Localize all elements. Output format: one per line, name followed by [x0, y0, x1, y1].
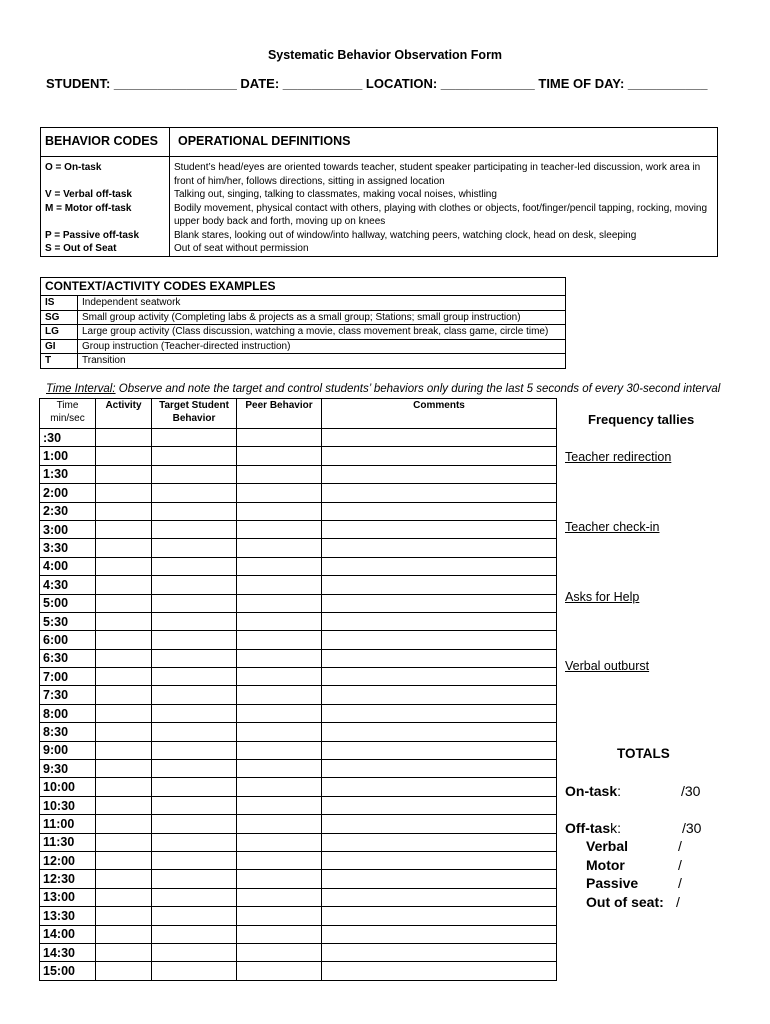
- activity-cell[interactable]: [96, 778, 152, 796]
- comments-cell[interactable]: [322, 907, 557, 925]
- column-header-time: Time min/sec: [40, 399, 96, 429]
- behavior-definition: Bodily movement, physical contact with others, playing with clothes or objects, foot/finger/pencil tapping, rocking, moving upper body back and forth, moving up on knees: [170, 202, 718, 229]
- time-interval-label: Time Interval:: [46, 383, 116, 395]
- comments-cell[interactable]: [322, 760, 557, 778]
- off-task-total: [565, 820, 621, 836]
- behavior-code: V = Verbal off-task: [41, 188, 170, 202]
- off-task-value: /30: [682, 820, 702, 836]
- comments-cell[interactable]: [322, 796, 557, 814]
- interval-time: 6:00: [40, 631, 96, 649]
- peer-behavior-cell[interactable]: [237, 686, 322, 704]
- activity-cell[interactable]: [96, 760, 152, 778]
- observation-row: [40, 631, 557, 649]
- activity-cell[interactable]: [96, 870, 152, 888]
- time-interval-text: Observe and note the target and control students’ behaviors only during the last 5 seconds of every 30-second interval: [115, 383, 721, 395]
- totals-title: TOTALS: [617, 746, 670, 761]
- observation-row: [40, 649, 557, 667]
- target-behavior-cell[interactable]: [152, 870, 237, 888]
- target-behavior-cell[interactable]: [152, 723, 237, 741]
- tally-teacher-check-in: Teacher check-in: [565, 520, 660, 534]
- comments-cell[interactable]: [322, 851, 557, 869]
- observation-row: [40, 723, 557, 741]
- comments-cell[interactable]: [322, 631, 557, 649]
- peer-behavior-cell[interactable]: [237, 502, 322, 520]
- motor-total-value: /: [678, 857, 682, 873]
- activity-cell[interactable]: [96, 833, 152, 851]
- observation-row: [40, 557, 557, 575]
- target-behavior-cell[interactable]: [152, 612, 237, 630]
- peer-behavior-cell[interactable]: [237, 668, 322, 686]
- student-info-line: STUDENT: _________________ DATE: ___________ LOCATION: _____________ TIME OF DAY: ___________: [46, 76, 708, 91]
- interval-time: 14:00: [40, 925, 96, 943]
- target-behavior-cell[interactable]: [152, 778, 237, 796]
- behavior-definition: Out of seat without permission: [170, 242, 718, 256]
- peer-behavior-cell[interactable]: [237, 778, 322, 796]
- passive-total-label: Passive: [586, 875, 639, 891]
- activity-cell[interactable]: [96, 576, 152, 594]
- comments-cell[interactable]: [322, 943, 557, 961]
- target-behavior-cell[interactable]: [152, 502, 237, 520]
- target-behavior-cell[interactable]: [152, 520, 237, 538]
- target-behavior-cell[interactable]: [152, 962, 237, 980]
- observation-row: [40, 741, 557, 759]
- observation-row: [40, 943, 557, 961]
- target-behavior-cell[interactable]: [152, 631, 237, 649]
- context-code: LG: [41, 325, 78, 340]
- observation-row: [40, 686, 557, 704]
- context-code: IS: [41, 296, 78, 311]
- activity-cell[interactable]: [96, 557, 152, 575]
- target-behavior-cell[interactable]: [152, 668, 237, 686]
- behavior-codes-table: [40, 127, 718, 257]
- comments-cell[interactable]: [322, 778, 557, 796]
- activity-cell[interactable]: [96, 668, 152, 686]
- peer-behavior-cell[interactable]: [237, 520, 322, 538]
- tally-teacher-redirection: Teacher redirection: [565, 450, 672, 464]
- target-behavior-cell[interactable]: [152, 576, 237, 594]
- interval-time: 7:30: [40, 686, 96, 704]
- peer-behavior-cell[interactable]: [237, 925, 322, 943]
- on-task-colon: :: [617, 783, 622, 799]
- out-of-seat-total-label: Out of seat:: [586, 894, 664, 910]
- target-behavior-cell[interactable]: [152, 943, 237, 961]
- activity-cell[interactable]: [96, 520, 152, 538]
- observation-row: [40, 612, 557, 630]
- comments-cell[interactable]: [322, 557, 557, 575]
- activity-cell[interactable]: [96, 723, 152, 741]
- observation-row: [40, 594, 557, 612]
- activity-cell[interactable]: [96, 851, 152, 869]
- activity-cell[interactable]: [96, 649, 152, 667]
- comments-cell[interactable]: [322, 741, 557, 759]
- activity-cell[interactable]: [96, 594, 152, 612]
- activity-cell[interactable]: [96, 925, 152, 943]
- interval-time: 4:00: [40, 557, 96, 575]
- target-behavior-cell[interactable]: [152, 447, 237, 465]
- observation-row: [40, 851, 557, 869]
- peer-behavior-cell[interactable]: [237, 815, 322, 833]
- behavior-definition: Student’s head/eyes are oriented towards teacher, student speaker participating in teacher-led discussion, work area in front of him/her, follows directions, sitting in assigned location: [170, 157, 718, 189]
- target-behavior-cell[interactable]: [152, 594, 237, 612]
- interval-time: 13:00: [40, 888, 96, 906]
- peer-behavior-cell[interactable]: [237, 851, 322, 869]
- peer-behavior-cell[interactable]: [237, 907, 322, 925]
- verbal-total-value: /: [678, 838, 682, 854]
- comments-cell[interactable]: [322, 668, 557, 686]
- interval-time: 8:00: [40, 704, 96, 722]
- comments-cell[interactable]: [322, 520, 557, 538]
- behavior-code: M = Motor off-task: [41, 202, 170, 229]
- tally-asks-for-help: Asks for Help: [565, 590, 640, 604]
- target-behavior-cell[interactable]: [152, 704, 237, 722]
- interval-time: 14:30: [40, 943, 96, 961]
- observation-row: [40, 870, 557, 888]
- behavior-code: S = Out of Seat: [41, 242, 170, 256]
- peer-behavior-cell[interactable]: [237, 723, 322, 741]
- comments-cell[interactable]: [322, 594, 557, 612]
- tally-verbal-outburst: Verbal outburst: [565, 659, 650, 673]
- observation-row: [40, 760, 557, 778]
- frequency-tallies-title: Frequency tallies: [588, 412, 695, 427]
- off-task-label-end: k:: [610, 820, 622, 836]
- target-behavior-cell[interactable]: [152, 649, 237, 667]
- context-description: Large group activity (Class discussion, watching a movie, class movement break, class game, circle time): [78, 325, 566, 340]
- comments-cell[interactable]: [322, 962, 557, 980]
- observation-row: [40, 778, 557, 796]
- operational-definitions-header: OPERATIONAL DEFINITIONS: [170, 128, 718, 157]
- interval-time: 4:30: [40, 576, 96, 594]
- peer-behavior-cell[interactable]: [237, 612, 322, 630]
- interval-time: 7:00: [40, 668, 96, 686]
- on-task-total: [565, 783, 621, 799]
- interval-time: 12:30: [40, 870, 96, 888]
- activity-cell[interactable]: [96, 962, 152, 980]
- observation-row: [40, 796, 557, 814]
- observation-row: [40, 447, 557, 465]
- activity-cell[interactable]: [96, 796, 152, 814]
- context-description: Small group activity (Completing labs & projects as a small group; Stations; small group instruction): [78, 310, 566, 325]
- interval-time: 1:00: [40, 447, 96, 465]
- target-behavior-cell[interactable]: [152, 484, 237, 502]
- target-behavior-cell[interactable]: [152, 833, 237, 851]
- context-code: T: [41, 354, 78, 369]
- activity-cell[interactable]: [96, 686, 152, 704]
- peer-behavior-cell[interactable]: [237, 631, 322, 649]
- interval-time: 9:00: [40, 741, 96, 759]
- activity-cell[interactable]: [96, 447, 152, 465]
- activity-cell[interactable]: [96, 741, 152, 759]
- target-behavior-cell[interactable]: [152, 925, 237, 943]
- verbal-total-label: Verbal: [586, 838, 629, 854]
- peer-behavior-cell[interactable]: [237, 760, 322, 778]
- column-header-peer-behavior: Peer Behavior: [237, 399, 322, 429]
- interval-time: 15:00: [40, 962, 96, 980]
- interval-time: :30: [40, 429, 96, 447]
- column-header-comments: Comments: [322, 399, 557, 429]
- behavior-definition: Talking out, singing, talking to classmates, making vocal noises, whistling: [170, 188, 718, 202]
- passive-total-value: /: [678, 875, 682, 891]
- off-task-label: Off-tas: [565, 820, 611, 836]
- target-behavior-cell[interactable]: [152, 815, 237, 833]
- activity-cell[interactable]: [96, 612, 152, 630]
- interval-time: 12:00: [40, 851, 96, 869]
- observation-row: [40, 484, 557, 502]
- activity-cell[interactable]: [96, 429, 152, 447]
- interval-time: 11:00: [40, 815, 96, 833]
- peer-behavior-cell[interactable]: [237, 649, 322, 667]
- peer-behavior-cell[interactable]: [237, 429, 322, 447]
- column-header-target-behavior: Target Student Behavior: [152, 399, 237, 429]
- context-code: GI: [41, 339, 78, 354]
- observation-row: [40, 925, 557, 943]
- out-of-seat-total-value: /: [676, 894, 680, 910]
- observation-row: [40, 539, 557, 557]
- activity-cell[interactable]: [96, 943, 152, 961]
- comments-cell[interactable]: [322, 723, 557, 741]
- peer-behavior-cell[interactable]: [237, 576, 322, 594]
- observation-row: [40, 815, 557, 833]
- activity-cell[interactable]: [96, 815, 152, 833]
- peer-behavior-cell[interactable]: [237, 870, 322, 888]
- observation-row: [40, 668, 557, 686]
- interval-time: 5:30: [40, 612, 96, 630]
- activity-cell[interactable]: [96, 539, 152, 557]
- comments-cell[interactable]: [322, 429, 557, 447]
- interval-time: 3:00: [40, 520, 96, 538]
- target-behavior-cell[interactable]: [152, 539, 237, 557]
- interval-time: 10:30: [40, 796, 96, 814]
- comments-cell[interactable]: [322, 686, 557, 704]
- interval-time: 10:00: [40, 778, 96, 796]
- on-task-label: On-task: [565, 783, 618, 799]
- peer-behavior-cell[interactable]: [237, 539, 322, 557]
- comments-cell[interactable]: [322, 870, 557, 888]
- observation-row: [40, 907, 557, 925]
- observation-row: [40, 502, 557, 520]
- peer-behavior-cell[interactable]: [237, 704, 322, 722]
- peer-behavior-cell[interactable]: [237, 962, 322, 980]
- target-behavior-cell[interactable]: [152, 557, 237, 575]
- interval-time: 2:00: [40, 484, 96, 502]
- comments-cell[interactable]: [322, 484, 557, 502]
- activity-cell[interactable]: [96, 704, 152, 722]
- observation-grid: [39, 398, 557, 981]
- comments-cell[interactable]: [322, 465, 557, 483]
- interval-time: 8:30: [40, 723, 96, 741]
- comments-cell[interactable]: [322, 576, 557, 594]
- context-codes-header: CONTEXT/ACTIVITY CODES EXAMPLES: [41, 278, 566, 296]
- context-description: Transition: [78, 354, 566, 369]
- context-code: SG: [41, 310, 78, 325]
- comments-cell[interactable]: [322, 539, 557, 557]
- interval-time: 9:30: [40, 760, 96, 778]
- peer-behavior-cell[interactable]: [237, 594, 322, 612]
- interval-time: 5:00: [40, 594, 96, 612]
- interval-time: 1:30: [40, 465, 96, 483]
- behavior-codes-header: BEHAVIOR CODES: [41, 128, 170, 157]
- peer-behavior-cell[interactable]: [237, 741, 322, 759]
- target-behavior-cell[interactable]: [152, 907, 237, 925]
- context-codes-table: [40, 277, 566, 369]
- interval-time: 3:30: [40, 539, 96, 557]
- motor-total-label: Motor: [586, 857, 625, 873]
- comments-cell[interactable]: [322, 925, 557, 943]
- target-behavior-cell[interactable]: [152, 686, 237, 704]
- observation-row: [40, 576, 557, 594]
- context-description: Group instruction (Teacher-directed instruction): [78, 339, 566, 354]
- peer-behavior-cell[interactable]: [237, 484, 322, 502]
- comments-cell[interactable]: [322, 704, 557, 722]
- comments-cell[interactable]: [322, 815, 557, 833]
- behavior-definition: Blank stares, looking out of window/into hallway, watching peers, watching clock, head on desk, sleeping: [170, 229, 718, 243]
- peer-behavior-cell[interactable]: [237, 888, 322, 906]
- target-behavior-cell[interactable]: [152, 429, 237, 447]
- peer-behavior-cell[interactable]: [237, 943, 322, 961]
- interval-time: 2:30: [40, 502, 96, 520]
- target-behavior-cell[interactable]: [152, 851, 237, 869]
- activity-cell[interactable]: [96, 907, 152, 925]
- target-behavior-cell[interactable]: [152, 465, 237, 483]
- comments-cell[interactable]: [322, 888, 557, 906]
- peer-behavior-cell[interactable]: [237, 465, 322, 483]
- interval-time: 11:30: [40, 833, 96, 851]
- comments-cell[interactable]: [322, 612, 557, 630]
- interval-time: 6:30: [40, 649, 96, 667]
- activity-cell[interactable]: [96, 631, 152, 649]
- context-description: Independent seatwork: [78, 296, 566, 311]
- on-task-value: /30: [681, 783, 701, 799]
- observation-row: [40, 429, 557, 447]
- target-behavior-cell[interactable]: [152, 760, 237, 778]
- target-behavior-cell[interactable]: [152, 888, 237, 906]
- peer-behavior-cell[interactable]: [237, 447, 322, 465]
- column-header-activity: Activity: [96, 399, 152, 429]
- form-title: Systematic Behavior Observation Form: [267, 48, 503, 62]
- observation-row: [40, 704, 557, 722]
- behavior-code: O = On-task: [41, 157, 170, 189]
- observation-row: [40, 888, 557, 906]
- activity-cell[interactable]: [96, 484, 152, 502]
- peer-behavior-cell[interactable]: [237, 796, 322, 814]
- activity-cell[interactable]: [96, 888, 152, 906]
- observation-row: [40, 962, 557, 980]
- target-behavior-cell[interactable]: [152, 796, 237, 814]
- peer-behavior-cell[interactable]: [237, 833, 322, 851]
- comments-cell[interactable]: [322, 833, 557, 851]
- comments-cell[interactable]: [322, 447, 557, 465]
- activity-cell[interactable]: [96, 465, 152, 483]
- target-behavior-cell[interactable]: [152, 741, 237, 759]
- behavior-code: P = Passive off-task: [41, 229, 170, 243]
- comments-cell[interactable]: [322, 649, 557, 667]
- comments-cell[interactable]: [322, 502, 557, 520]
- activity-cell[interactable]: [96, 502, 152, 520]
- peer-behavior-cell[interactable]: [237, 557, 322, 575]
- observation-row: [40, 465, 557, 483]
- observation-row: [40, 833, 557, 851]
- interval-time: 13:30: [40, 907, 96, 925]
- observation-row: [40, 520, 557, 538]
- time-interval-note: [46, 383, 720, 395]
